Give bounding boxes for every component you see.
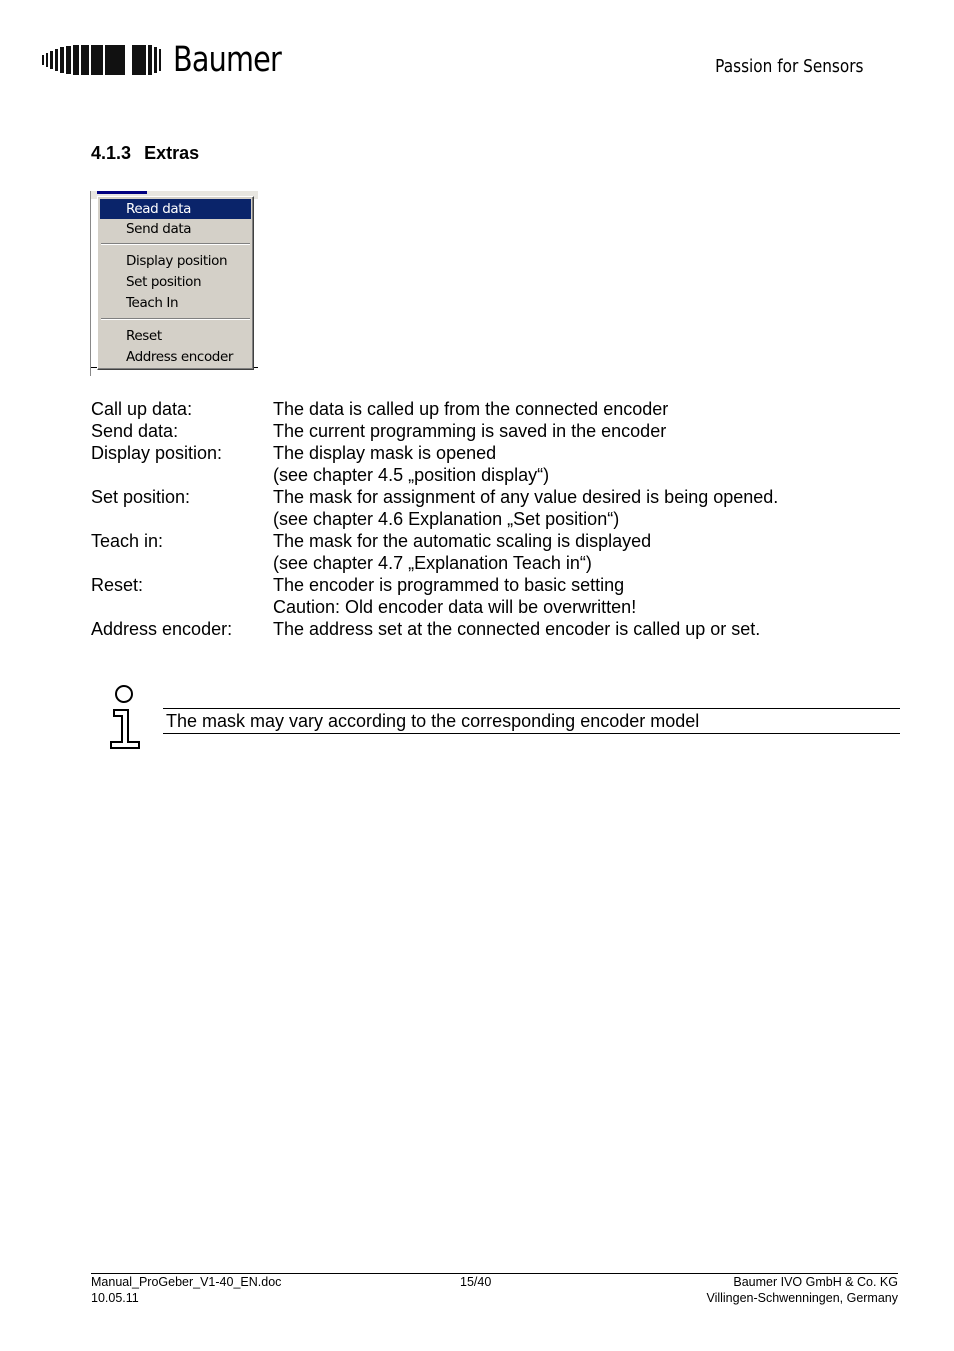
footer-filename: Manual_ProGeber_V1-40_EN.doc [91, 1275, 282, 1289]
section-title: Extras [144, 143, 200, 163]
footer-location: Villingen-Schwenningen, Germany [706, 1290, 898, 1305]
note-rule-top [163, 708, 900, 709]
footer-right [706, 1275, 898, 1306]
definition-row [91, 420, 778, 442]
note-text: The mask may vary according to the corresponding encoder model [166, 711, 700, 731]
menu-item-address-encoder[interactable]: Address encoder [126, 349, 234, 365]
section-number: 4.1.3 [91, 143, 132, 163]
definition-desc: The current programming is saved in the encoder [273, 421, 667, 441]
definition-desc: The data is called up from the connected encoder [273, 399, 669, 419]
definition-term: Teach in: [91, 531, 164, 551]
menu-separator [101, 318, 250, 320]
menu-separator [101, 243, 250, 245]
brand-name: Baumer [173, 40, 281, 80]
definition-row [91, 486, 778, 530]
footer-left [91, 1275, 281, 1306]
menu-definitions [91, 398, 778, 640]
menu-item-send-data[interactable]: Send data [126, 221, 192, 237]
definition-term: Call up data: [91, 399, 193, 419]
definition-desc: The display mask is opened (see chapter 4.5 „position display“) [273, 443, 550, 485]
footer-date: 10.05.11 [91, 1290, 139, 1305]
definition-term: Reset: [91, 575, 144, 595]
footer-rule [91, 1273, 898, 1274]
extras-menu-screenshot [90, 191, 258, 376]
definition-desc: The mask for the automatic scaling is displayed (see chapter 4.7 „Explanation Teach in“) [273, 531, 652, 573]
definition-term: Display position: [91, 443, 223, 463]
menu-item-display-position[interactable]: Display position [126, 253, 228, 269]
info-icon [108, 684, 142, 750]
definition-row [91, 530, 778, 574]
definition-row [91, 618, 778, 640]
definition-row [91, 398, 778, 420]
definition-term: Set position: [91, 487, 191, 507]
definition-term: Address encoder: [91, 619, 233, 639]
definition-desc: The mask for assignment of any value desired is being opened. (see chapter 4.6 Explanation „Set position“) [273, 487, 779, 529]
definition-row [91, 574, 778, 618]
footer-company: Baumer IVO GmbH & Co. KG [733, 1275, 898, 1289]
definition-row [91, 442, 778, 486]
definition-desc: The address set at the connected encoder is called up or set. [273, 619, 761, 639]
menu-item-teach-in[interactable]: Teach In [126, 295, 179, 311]
menu-item-reset[interactable]: Reset [126, 328, 162, 344]
definition-desc: The encoder is programmed to basic setting Caution: Old encoder data will be overwritten! [273, 575, 637, 617]
logo-mark-icon [42, 45, 163, 75]
menu-item-read-data[interactable]: Read data [100, 199, 251, 219]
definition-term: Send data: [91, 421, 179, 441]
section-heading [91, 143, 199, 164]
note-rule-bottom [163, 733, 900, 734]
menu-item-set-position[interactable]: Set position [126, 274, 202, 290]
footer-page-number: 15/40 [460, 1275, 492, 1289]
tagline: Passion for Sensors [715, 56, 864, 77]
extras-dropdown-menu [97, 196, 254, 370]
baumer-logo [42, 40, 305, 80]
